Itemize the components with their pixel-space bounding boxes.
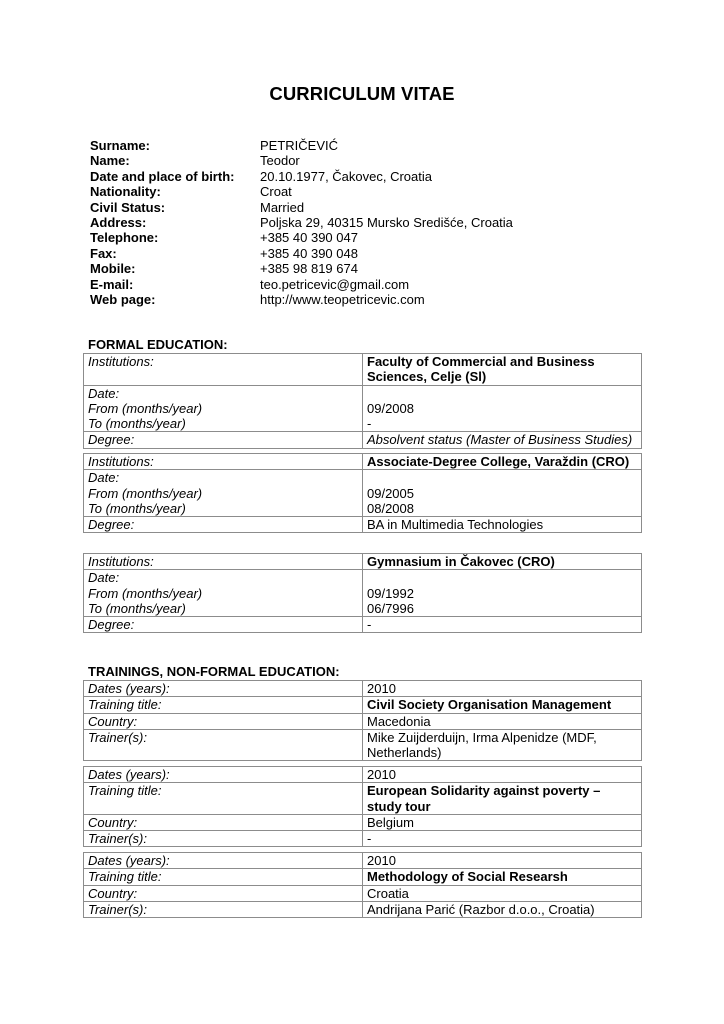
personal-value: +385 98 819 674 [260,261,358,277]
personal-row-mobile [90,261,513,276]
from-value: 09/2008 [367,400,414,416]
trainers-label: Trainer(s): [84,831,363,847]
personal-label: Name: [90,153,130,169]
to-value: 06/7996 [367,600,414,616]
personal-value: Croat [260,184,292,200]
personal-row-address [90,215,513,230]
table-row [84,681,642,697]
trainers-label: Trainer(s): [84,729,363,761]
country-label: Country: [84,814,363,830]
from-label: From (months/year) [88,485,203,501]
personal-label: Fax: [90,245,117,261]
personal-row-birth [90,169,513,184]
personal-row-civil-status [90,200,513,215]
document-title: CURRICULUM VITAE [269,83,455,104]
trainings-heading: TRAININGS, NON-FORMAL EDUCATION: [88,664,340,679]
training-title-label: Training title: [84,869,363,885]
table-row [84,617,642,633]
personal-value: +385 40 390 048 [260,245,358,261]
date-values [363,570,642,617]
country-value: Croatia [363,885,642,901]
trainers-value: Mike Zuijderduijn, Irma Alpenidze (MDF, Netherlands) [363,729,642,761]
trainers-label: Trainer(s): [84,901,363,917]
to-label: To (months/year) [88,416,186,432]
training-title-label: Training title: [84,783,363,815]
formal-education-heading: FORMAL EDUCATION: [88,337,228,352]
personal-row-name [90,153,513,168]
degree-value: BA in Multimedia Technologies [363,517,642,533]
institution-name: Associate-Degree College, Varaždin (CRO) [363,454,642,470]
table-row [84,814,642,830]
training-title-value: Civil Society Organisation Management [363,697,642,713]
degree-label: Degree: [84,517,363,533]
dates-value: 2010 [363,853,642,869]
dates-value: 2010 [363,681,642,697]
country-label: Country: [84,713,363,729]
personal-value: +385 40 390 047 [260,230,358,246]
personal-label: Mobile: [90,261,136,277]
trainers-value: - [363,831,642,847]
table-row [84,869,642,885]
date-values [363,470,642,517]
personal-value: PETRIČEVIĆ [260,138,339,153]
table-row [84,432,642,448]
institutions-label: Institutions: [84,354,363,386]
country-value: Macedonia [363,713,642,729]
date-label: Date: [88,385,120,401]
personal-value: http://www.teopetricevic.com [260,291,425,307]
table-row [84,767,642,783]
table-row [84,385,642,432]
personal-label: Web page: [90,291,156,307]
table-row [84,454,642,470]
training-table-1 [83,680,642,761]
table-row [84,354,642,386]
country-label: Country: [84,885,363,901]
institutions-label: Institutions: [84,454,363,470]
education-table-2 [83,453,642,533]
from-label: From (months/year) [88,585,203,601]
table-row [84,901,642,917]
personal-row-nationality [90,184,513,199]
table-row [84,783,642,815]
personal-value: Married [260,199,305,215]
table-row [84,831,642,847]
personal-row-telephone [90,230,513,245]
training-title-label: Training title: [84,697,363,713]
dates-label: Dates (years): [84,767,363,783]
table-row [84,470,642,517]
date-labels [84,570,363,617]
dates-label: Dates (years): [84,681,363,697]
personal-label: Surname: [90,138,150,153]
to-value: 08/2008 [367,500,414,516]
dates-label: Dates (years): [84,853,363,869]
personal-label: Nationality: [90,184,161,200]
table-row [84,713,642,729]
date-labels [84,470,363,517]
date-labels [84,385,363,432]
personal-label: Civil Status: [90,199,166,215]
table-row [84,853,642,869]
institution-name: Faculty of Commercial and Business Sciences, Celje (Sl) [363,354,642,386]
personal-row-fax [90,246,513,261]
personal-row-surname [90,138,513,153]
education-table-1 [83,353,642,449]
personal-label: Date and place of birth: [90,168,235,184]
personal-row-web-page [90,292,513,307]
table-row [84,885,642,901]
education-table-3 [83,553,642,633]
table-row [84,570,642,617]
trainers-value: Andrijana Parić (Razbor d.o.o., Croatia) [363,901,642,917]
to-value: - [367,416,372,432]
country-value: Belgium [363,814,642,830]
training-title-value: European Solidarity against poverty – study tour [363,783,642,815]
training-table-2 [83,766,642,847]
degree-label: Degree: [84,617,363,633]
degree-value: - [363,617,642,633]
training-title-value: Methodology of Social Researsh [363,869,642,885]
personal-value: teo.petricevic@gmail.com [260,276,410,292]
date-label: Date: [88,570,120,586]
personal-value: 20.10.1977, Čakovec, Croatia [260,168,432,184]
from-value: 09/1992 [367,585,414,601]
from-value: 09/2005 [367,485,414,501]
to-label: To (months/year) [88,600,186,616]
personal-label: Address: [90,214,147,230]
date-label: Date: [88,470,120,486]
dates-value: 2010 [363,767,642,783]
degree-label: Degree: [84,432,363,448]
table-row [84,517,642,533]
institution-name: Gymnasium in Čakovec (CRO) [363,554,642,570]
training-table-3 [83,852,642,918]
from-label: From (months/year) [88,400,203,416]
personal-details [90,138,513,307]
institutions-label: Institutions: [84,554,363,570]
personal-row-email [90,277,513,292]
table-row [84,554,642,570]
date-values [363,385,642,432]
personal-value: Poljska 29, 40315 Mursko Središće, Croatia [260,214,513,230]
table-row [84,697,642,713]
personal-label: Telephone: [90,230,159,246]
personal-label: E-mail: [90,276,134,292]
personal-value: Teodor [260,153,300,169]
to-label: To (months/year) [88,500,186,516]
degree-value: Absolvent status (Master of Business Studies) [363,432,642,448]
table-row [84,729,642,761]
